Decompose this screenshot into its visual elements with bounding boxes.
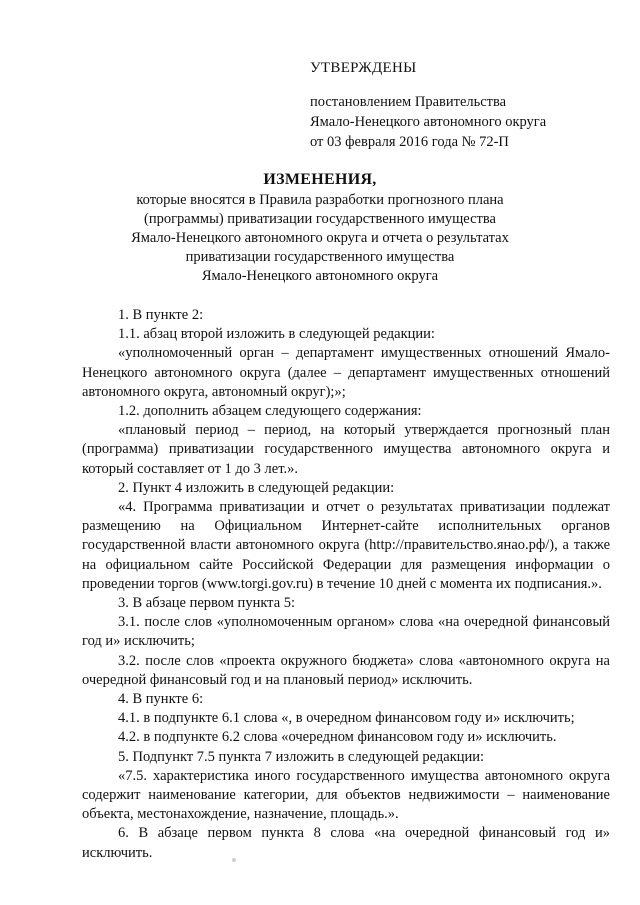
- document-body: [82, 306, 610, 863]
- paragraph: 4. В пункте 6:: [118, 691, 204, 708]
- paragraph: 4.2. в подпункте 6.2 слова «очередном финансовом году и» исключить.: [118, 729, 557, 746]
- approval-line: Ямало-Ненецкого автономного округа: [310, 114, 547, 130]
- approval-title: УТВЕРЖДЕНЫ: [310, 60, 417, 76]
- paragraph: 6. В абзаце первом пункта 8 слова «на очередной финансовый год и» исключить.: [82, 825, 610, 861]
- document-heading: [60, 170, 580, 286]
- approval-line: от 03 февраля 2016 года № 72-П: [310, 134, 509, 150]
- heading-title: ИЗМЕНЕНИЯ,: [263, 171, 377, 188]
- paragraph: «4. Программа приватизации и отчет о результатах приватизации подлежат размещению на Официальном Интернет-сайте исполнительных органов государственной власти автономного округа (http://правительство.янао.рф/), а также на официальном сайте Российской Федерации для размещения информации о проведении торгов (www.torgi.gov.ru) в течение 10 дней с момента их подписания.».: [82, 499, 610, 592]
- heading-line: (программы) приватизации государственного имущества: [144, 211, 496, 227]
- approval-line: постановлением Правительства: [310, 94, 507, 110]
- heading-line: приватизации государственного имущества: [185, 249, 455, 265]
- paragraph: 4.1. в подпункте 6.1 слова «, в очередном финансовом году и» исключить;: [118, 710, 575, 727]
- heading-line: которые вносятся в Правила разработки прогнозного плана: [136, 192, 504, 208]
- paragraph: 3.1. после слов «уполномоченным органом» слова «на очередной финансовый год и» исключить;: [82, 614, 610, 650]
- approval-block: [310, 58, 610, 152]
- paragraph: 1. В пункте 2:: [118, 307, 204, 323]
- paragraph: «плановый период – период, на который утверждается прогнозный план (программа) приватизации государственного имущества автономного округа и который составляет от 1 до 3 лет.».: [82, 422, 610, 477]
- heading-line: Ямало-Ненецкого автономного округа: [201, 268, 439, 284]
- scan-speck: [232, 858, 236, 862]
- paragraph: 1.2. дополнить абзацем следующего содержания:: [118, 403, 422, 420]
- paragraph: 1.1. абзац второй изложить в следующей редакции:: [118, 326, 435, 343]
- paragraph: «7.5. характеристика иного государственного имущества автономного округа содержит наименование категории, для объектов недвижимости – наименование объекта, местонахождение, назначение, площадь.».: [82, 767, 610, 823]
- heading-line: Ямало-Ненецкого автономного округа и отчета о результатах: [131, 230, 509, 246]
- paragraph: 3. В абзаце первом пункта 5:: [118, 595, 296, 612]
- paragraph: 3.2. после слов «проекта окружного бюджета» слова «автономного округа на очередной финансовый год и на плановый период» исключить.: [82, 652, 610, 688]
- paragraph: «уполномоченный орган – департамент имущественных отношений Ямало-Ненецкого автономного округа (далее – департамент имущественных отношений автономного округа, автономный округ);»;: [82, 345, 610, 400]
- paragraph: 5. Подпункт 7.5 пункта 7 изложить в следующей редакции:: [118, 748, 485, 765]
- paragraph: 2. Пункт 4 изложить в следующей редакции:: [118, 479, 395, 496]
